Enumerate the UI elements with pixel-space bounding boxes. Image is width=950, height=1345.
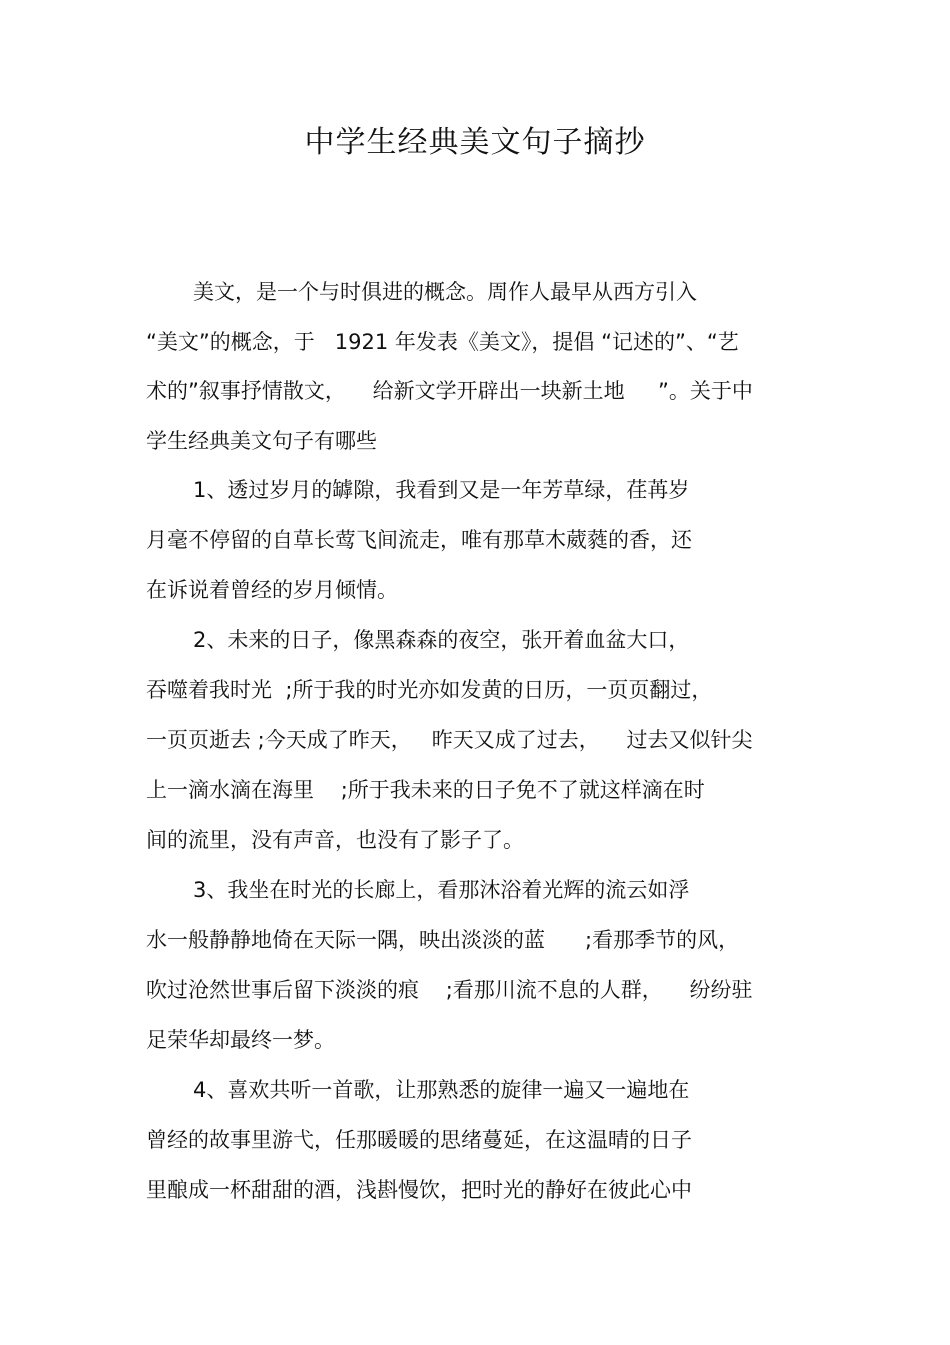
paragraph-line: 吹过沧然世事后留下淡淡的痕 ;看那川流不息的人群， 纷纷驻 <box>146 978 753 1002</box>
paragraph-line: 间的流里，没有声音，也没有了影子了。 <box>146 828 524 852</box>
paragraph-line: 在诉说着曾经的岁月倾情。 <box>146 578 398 602</box>
paragraph-line: 美文，是一个与时俱进的概念。周作人最早从西方引入 <box>193 280 697 304</box>
paragraph-line: 曾经的故事里游弋，任那暖暖的思绪蔓延，在这温晴的日子 <box>146 1128 692 1152</box>
paragraph-line: “美文”的概念，于 1921 年发表《美文》，提倡 “记述的”、“艺 <box>146 330 739 354</box>
paragraph-line: 里酿成一杯甜甜的酒，浅斟慢饮，把时光的静好在彼此心中 <box>146 1178 692 1202</box>
paragraph-line: 3、我坐在时光的长廊上，看那沐浴着光辉的流云如浮 <box>193 878 690 902</box>
paragraph-line: 水一般静静地倚在天际一隅，映出淡淡的蓝 ;看那季节的风， <box>146 928 740 952</box>
paragraph-line: 学生经典美文句子有哪些 <box>146 429 377 453</box>
paragraph-line: 1、透过岁月的罅隙，我看到又是一年芳草绿，荏苒岁 <box>193 478 690 502</box>
document-title: 中学生经典美文句子摘抄 <box>304 125 646 160</box>
paragraph-line: 吞噬着我时光 ;所于我的时光亦如发黄的日历，一页页翻过， <box>146 678 713 702</box>
paragraph-line: 一页页逝去 ;今天成了昨天， 昨天又成了过去， 过去又似针尖 <box>146 728 753 752</box>
paragraph-line: 术的”叙事抒情散文， 给新文学开辟出一块新土地 ”。关于中 <box>146 379 753 403</box>
paragraph-line: 月毫不停留的自草长莺飞间流走，唯有那草木葳蕤的香，还 <box>146 528 692 552</box>
paragraph-line: 上一滴水滴在海里 ;所于我未来的日子免不了就这样滴在时 <box>146 778 705 802</box>
paragraph-line: 足荣华却最终一梦。 <box>146 1028 335 1052</box>
paragraph-line: 4、喜欢共听一首歌，让那熟悉的旋律一遍又一遍地在 <box>193 1078 690 1102</box>
paragraph-line: 2、未来的日子，像黑森森的夜空，张开着血盆大口， <box>193 628 690 652</box>
